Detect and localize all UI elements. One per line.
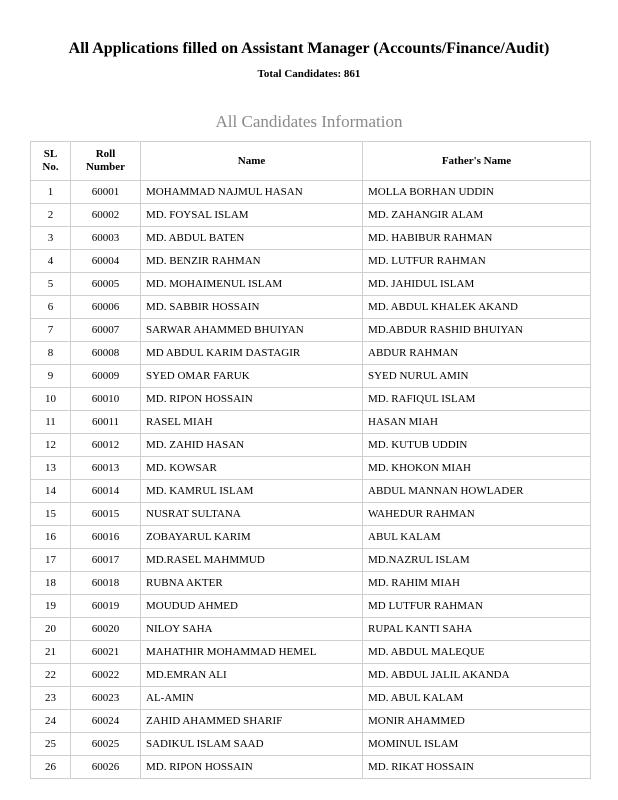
- table-row: [31, 710, 591, 733]
- cell-fathers-name: MD. LUTFUR RAHMAN: [363, 250, 591, 273]
- table-row: [31, 342, 591, 365]
- header-name: Name: [141, 142, 363, 181]
- cell-sl-no: 4: [31, 250, 71, 273]
- cell-name: ZAHID AHAMMED SHARIF: [141, 710, 363, 733]
- cell-fathers-name: RUPAL KANTI SAHA: [363, 618, 591, 641]
- cell-sl-no: 12: [31, 434, 71, 457]
- cell-roll-number: 60023: [71, 687, 141, 710]
- cell-name: MD. FOYSAL ISLAM: [141, 204, 363, 227]
- cell-sl-no: 13: [31, 457, 71, 480]
- cell-sl-no: 24: [31, 710, 71, 733]
- cell-name: AL-AMIN: [141, 687, 363, 710]
- cell-sl-no: 11: [31, 411, 71, 434]
- cell-fathers-name: MD. ZAHANGIR ALAM: [363, 204, 591, 227]
- table-row: [31, 641, 591, 664]
- cell-sl-no: 7: [31, 319, 71, 342]
- cell-fathers-name: MD. RAHIM MIAH: [363, 572, 591, 595]
- cell-sl-no: 21: [31, 641, 71, 664]
- cell-name: MD. KAMRUL ISLAM: [141, 480, 363, 503]
- cell-roll-number: 60015: [71, 503, 141, 526]
- cell-name: MD. MOHAIMENUL ISLAM: [141, 273, 363, 296]
- cell-sl-no: 22: [31, 664, 71, 687]
- cell-sl-no: 8: [31, 342, 71, 365]
- cell-roll-number: 60003: [71, 227, 141, 250]
- cell-fathers-name: MOLLA BORHAN UDDIN: [363, 181, 591, 204]
- cell-roll-number: 60017: [71, 549, 141, 572]
- cell-fathers-name: MD.NAZRUL ISLAM: [363, 549, 591, 572]
- cell-roll-number: 60013: [71, 457, 141, 480]
- cell-name: MD. ZAHID HASAN: [141, 434, 363, 457]
- table-row: [31, 526, 591, 549]
- cell-name: MD.RASEL MAHMMUD: [141, 549, 363, 572]
- cell-roll-number: 60018: [71, 572, 141, 595]
- cell-fathers-name: MD. KHOKON MIAH: [363, 457, 591, 480]
- table-row: [31, 756, 591, 779]
- cell-sl-no: 1: [31, 181, 71, 204]
- table-row: [31, 549, 591, 572]
- cell-name: RASEL MIAH: [141, 411, 363, 434]
- cell-sl-no: 9: [31, 365, 71, 388]
- cell-roll-number: 60009: [71, 365, 141, 388]
- cell-name: MOHAMMAD NAJMUL HASAN: [141, 181, 363, 204]
- cell-name: ZOBAYARUL KARIM: [141, 526, 363, 549]
- cell-roll-number: 60025: [71, 733, 141, 756]
- cell-roll-number: 60022: [71, 664, 141, 687]
- table-row: [31, 319, 591, 342]
- cell-fathers-name: ABUL KALAM: [363, 526, 591, 549]
- total-candidates: Total Candidates: 861: [257, 68, 361, 80]
- cell-sl-no: 6: [31, 296, 71, 319]
- cell-roll-number: 60002: [71, 204, 141, 227]
- header-fathers-name: Father's Name: [363, 142, 591, 181]
- table-row: [31, 618, 591, 641]
- page-title: All Applications filled on Assistant Manager (Accounts/Finance/Audit): [68, 40, 550, 57]
- cell-fathers-name: MD. KUTUB UDDIN: [363, 434, 591, 457]
- cell-fathers-name: MD. HABIBUR RAHMAN: [363, 227, 591, 250]
- cell-fathers-name: MD. ABDUL JALIL AKANDA: [363, 664, 591, 687]
- table-row: [31, 365, 591, 388]
- cell-name: NUSRAT SULTANA: [141, 503, 363, 526]
- table-row: [31, 503, 591, 526]
- cell-name: NILOY SAHA: [141, 618, 363, 641]
- cell-name: MD. SABBIR HOSSAIN: [141, 296, 363, 319]
- cell-fathers-name: MD. RAFIQUL ISLAM: [363, 388, 591, 411]
- table-row: [31, 434, 591, 457]
- table-row: [31, 296, 591, 319]
- cell-name: MD. ABDUL BATEN: [141, 227, 363, 250]
- cell-sl-no: 10: [31, 388, 71, 411]
- cell-roll-number: 60026: [71, 756, 141, 779]
- cell-sl-no: 3: [31, 227, 71, 250]
- cell-sl-no: 14: [31, 480, 71, 503]
- cell-name: MOUDUD AHMED: [141, 595, 363, 618]
- cell-sl-no: 20: [31, 618, 71, 641]
- cell-roll-number: 60016: [71, 526, 141, 549]
- cell-sl-no: 19: [31, 595, 71, 618]
- cell-sl-no: 16: [31, 526, 71, 549]
- table-row: [31, 250, 591, 273]
- table-row: [31, 572, 591, 595]
- cell-roll-number: 60005: [71, 273, 141, 296]
- cell-fathers-name: MONIR AHAMMED: [363, 710, 591, 733]
- cell-name: SARWAR AHAMMED BHUIYAN: [141, 319, 363, 342]
- table-row: [31, 411, 591, 434]
- table-row: [31, 733, 591, 756]
- cell-name: SYED OMAR FARUK: [141, 365, 363, 388]
- cell-roll-number: 60014: [71, 480, 141, 503]
- cell-sl-no: 18: [31, 572, 71, 595]
- table-row: [31, 204, 591, 227]
- cell-sl-no: 17: [31, 549, 71, 572]
- table-body: [31, 181, 591, 779]
- table-row: [31, 664, 591, 687]
- cell-roll-number: 60019: [71, 595, 141, 618]
- cell-fathers-name: MOMINUL ISLAM: [363, 733, 591, 756]
- table-row: [31, 457, 591, 480]
- section-title: All Candidates Information: [215, 112, 403, 131]
- cell-sl-no: 23: [31, 687, 71, 710]
- cell-roll-number: 60001: [71, 181, 141, 204]
- table-row: [31, 687, 591, 710]
- table-header-row: [31, 142, 591, 181]
- cell-sl-no: 25: [31, 733, 71, 756]
- cell-name: MD. RIPON HOSSAIN: [141, 388, 363, 411]
- cell-roll-number: 60007: [71, 319, 141, 342]
- cell-name: MAHATHIR MOHAMMAD HEMEL: [141, 641, 363, 664]
- cell-fathers-name: MD.ABDUR RASHID BHUIYAN: [363, 319, 591, 342]
- cell-fathers-name: MD LUTFUR RAHMAN: [363, 595, 591, 618]
- candidates-table: [30, 141, 591, 779]
- cell-name: MD. KOWSAR: [141, 457, 363, 480]
- table-row: [31, 595, 591, 618]
- cell-name: RUBNA AKTER: [141, 572, 363, 595]
- cell-fathers-name: MD. JAHIDUL ISLAM: [363, 273, 591, 296]
- table-row: [31, 480, 591, 503]
- header-sl-no: SL No.: [31, 142, 71, 181]
- table-row: [31, 227, 591, 250]
- cell-name: MD.EMRAN ALI: [141, 664, 363, 687]
- cell-fathers-name: MD. ABDUL MALEQUE: [363, 641, 591, 664]
- cell-sl-no: 2: [31, 204, 71, 227]
- header-roll-number: Roll Number: [71, 142, 141, 181]
- cell-roll-number: 60020: [71, 618, 141, 641]
- cell-roll-number: 60006: [71, 296, 141, 319]
- table-row: [31, 388, 591, 411]
- cell-name: MD ABDUL KARIM DASTAGIR: [141, 342, 363, 365]
- cell-fathers-name: WAHEDUR RAHMAN: [363, 503, 591, 526]
- cell-fathers-name: MD. RIKAT HOSSAIN: [363, 756, 591, 779]
- cell-sl-no: 26: [31, 756, 71, 779]
- cell-sl-no: 15: [31, 503, 71, 526]
- cell-name: MD. BENZIR RAHMAN: [141, 250, 363, 273]
- cell-fathers-name: MD. ABDUL KHALEK AKAND: [363, 296, 591, 319]
- cell-roll-number: 60010: [71, 388, 141, 411]
- cell-sl-no: 5: [31, 273, 71, 296]
- cell-roll-number: 60021: [71, 641, 141, 664]
- cell-roll-number: 60008: [71, 342, 141, 365]
- cell-roll-number: 60024: [71, 710, 141, 733]
- cell-roll-number: 60011: [71, 411, 141, 434]
- table-row: [31, 181, 591, 204]
- cell-fathers-name: ABDUR RAHMAN: [363, 342, 591, 365]
- cell-fathers-name: ABDUL MANNAN HOWLADER: [363, 480, 591, 503]
- cell-fathers-name: SYED NURUL AMIN: [363, 365, 591, 388]
- cell-roll-number: 60012: [71, 434, 141, 457]
- table-row: [31, 273, 591, 296]
- cell-fathers-name: MD. ABUL KALAM: [363, 687, 591, 710]
- cell-name: MD. RIPON HOSSAIN: [141, 756, 363, 779]
- cell-name: SADIKUL ISLAM SAAD: [141, 733, 363, 756]
- cell-fathers-name: HASAN MIAH: [363, 411, 591, 434]
- cell-roll-number: 60004: [71, 250, 141, 273]
